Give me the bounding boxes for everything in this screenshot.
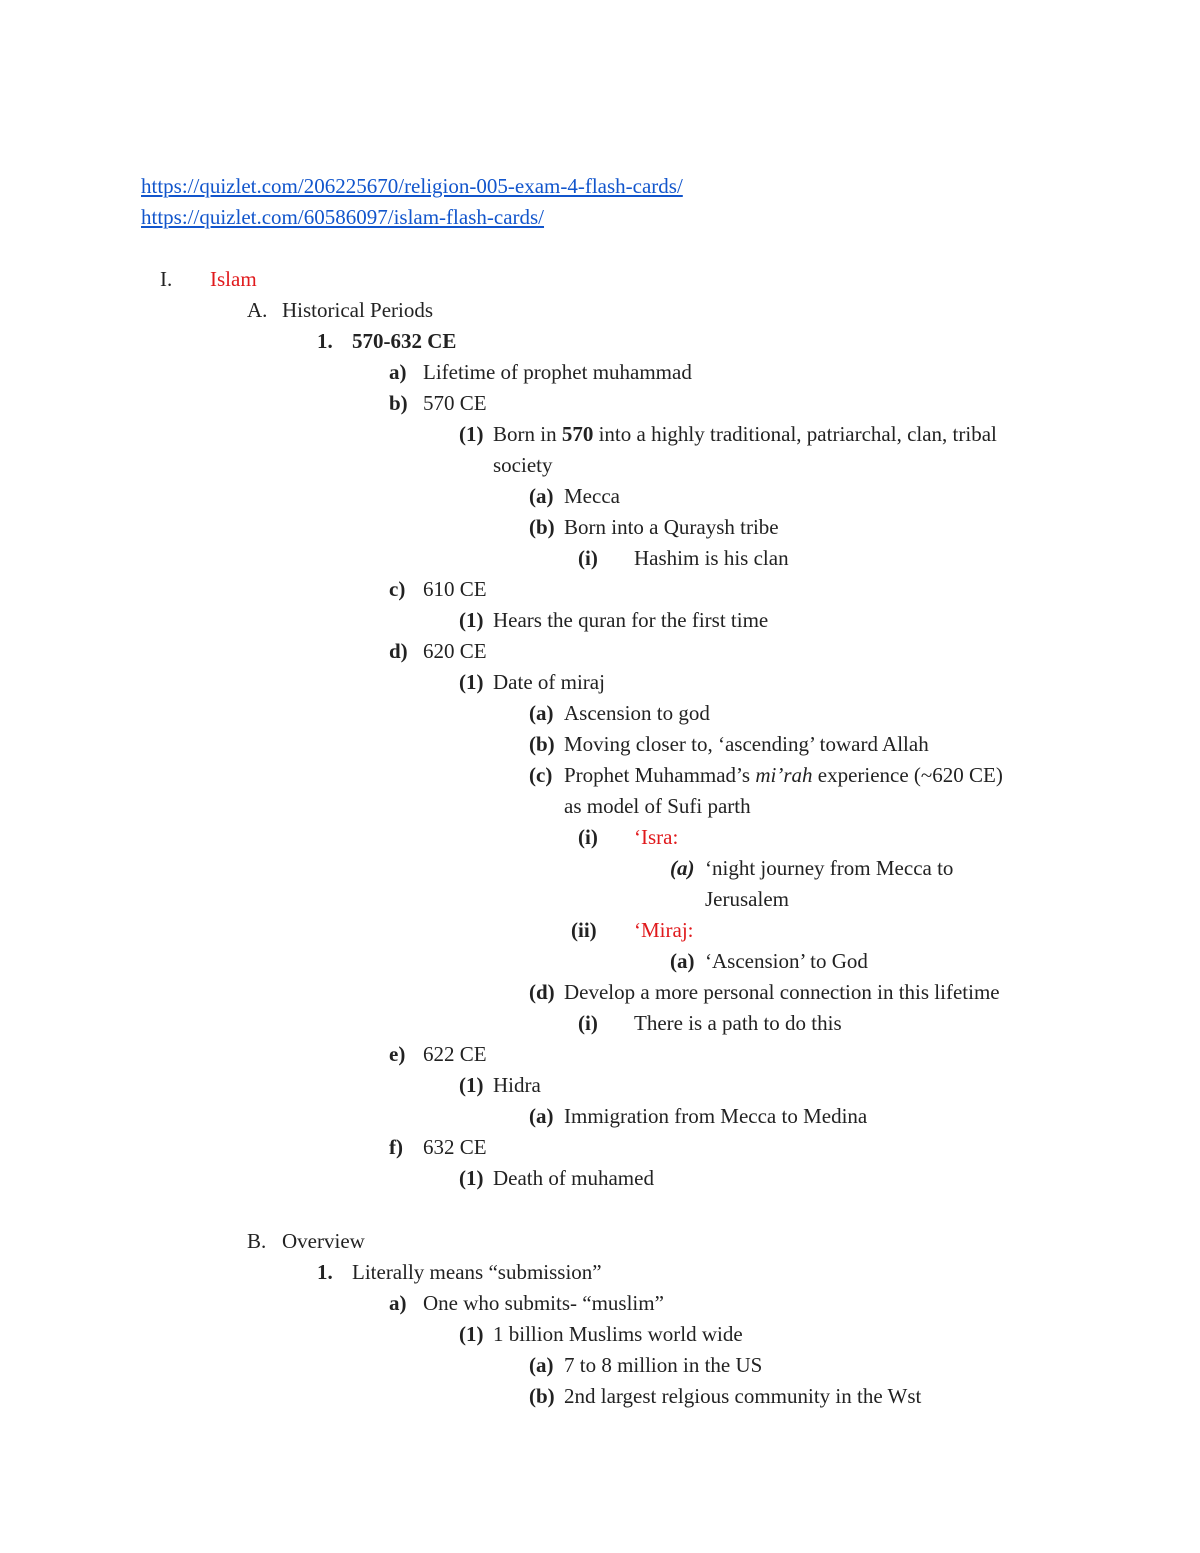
item-miraj: ‘Miraj: bbox=[634, 918, 694, 942]
quizlet-link-islam[interactable]: https://quizlet.com/60586097/islam-flash-cards/ bbox=[141, 205, 545, 229]
outline-label-B1a1b: (b) bbox=[529, 1384, 555, 1408]
outline-label-d1ciia: (a) bbox=[670, 949, 695, 973]
outline-label-c: c) bbox=[389, 577, 406, 601]
item-us-million: 7 to 8 million in the US bbox=[564, 1353, 763, 1377]
item-date-of-miraj: Date of miraj bbox=[493, 670, 605, 694]
outline-label-e: e) bbox=[389, 1042, 406, 1066]
item-personal-connection: Develop a more personal connection in this lifetime bbox=[564, 980, 1000, 1004]
item-ascension-to-god: Ascension to god bbox=[564, 701, 710, 725]
item-path: There is a path to do this bbox=[634, 1011, 842, 1035]
item-moving-closer: Moving closer to, ‘ascending’ toward Allah bbox=[564, 732, 929, 756]
item-quraysh: Born into a Quraysh tribe bbox=[564, 515, 779, 539]
quizlet-link-religion-005[interactable]: https://quizlet.com/206225670/religion-005-exam-4-flash-cards/ bbox=[141, 174, 683, 198]
item-submission: Literally means “submission” bbox=[352, 1260, 602, 1284]
outline-label-a: a) bbox=[389, 360, 407, 384]
heading-overview: Overview bbox=[282, 1229, 365, 1253]
item-prophet-mirah-cont: as model of Sufi parth bbox=[564, 794, 751, 818]
item-hidra: Hidra bbox=[493, 1073, 541, 1097]
outline-label-I: I. bbox=[160, 267, 173, 291]
item-one-who-submits: One who submits- “muslim” bbox=[423, 1291, 664, 1315]
outline-label-d1d: (d) bbox=[529, 980, 555, 1004]
born-text-pre: Born in bbox=[493, 422, 562, 446]
outline-label-d1ci: (i) bbox=[578, 825, 598, 849]
outline-label-f: f) bbox=[389, 1135, 403, 1159]
outline-label-d: d) bbox=[389, 639, 408, 663]
item-billion-muslims: 1 billion Muslims world wide bbox=[493, 1322, 743, 1346]
item-immigration: Immigration from Mecca to Medina bbox=[564, 1104, 868, 1128]
item-night-journey: ‘night journey from Mecca to bbox=[705, 856, 954, 880]
item-prophet-mirah bbox=[564, 761, 1003, 789]
outline-label-b1: (1) bbox=[459, 422, 484, 446]
item-622-ce: 622 CE bbox=[423, 1042, 487, 1066]
heading-570-632: 570-632 CE bbox=[352, 329, 457, 353]
outline-label-b1b: (b) bbox=[529, 515, 555, 539]
heading-historical-periods: Historical Periods bbox=[282, 298, 434, 322]
item-mecca: Mecca bbox=[564, 484, 620, 508]
item-620-ce: 620 CE bbox=[423, 639, 487, 663]
outline-label-B1a1: (1) bbox=[459, 1322, 484, 1346]
item-death: Death of muhamed bbox=[493, 1166, 654, 1190]
item-lifetime: Lifetime of prophet muhammad bbox=[423, 360, 692, 384]
outline-label-b1a: (a) bbox=[529, 484, 554, 508]
item-born-in-570 bbox=[493, 420, 997, 448]
outline-label-1: 1. bbox=[317, 329, 333, 353]
outline-label-d1cii: (ii) bbox=[571, 918, 597, 942]
born-year: 570 bbox=[561, 422, 594, 446]
item-born-in-570-cont: society bbox=[493, 453, 553, 477]
outline-label-B: B. bbox=[247, 1229, 267, 1253]
outline-label-d1a: (a) bbox=[529, 701, 554, 725]
outline-label-f1: (1) bbox=[459, 1166, 484, 1190]
outline-label-d1c: (c) bbox=[529, 763, 553, 787]
outline-label-b: b) bbox=[389, 391, 408, 415]
born-text-post: into a highly traditional, patriarchal, clan, tribal bbox=[593, 422, 997, 446]
item-second-largest: 2nd largest relgious community in the Wst bbox=[564, 1384, 922, 1408]
item-hashim: Hashim is his clan bbox=[634, 546, 789, 570]
mirah-text-pre: Prophet Muhammad’s bbox=[564, 763, 756, 787]
outline-label-d1di: (i) bbox=[578, 1011, 598, 1035]
outline-label-B1a: a) bbox=[389, 1291, 407, 1315]
outline-label-e1a: (a) bbox=[529, 1104, 554, 1128]
outline-label-d1b: (b) bbox=[529, 732, 555, 756]
item-night-journey-cont: Jerusalem bbox=[705, 887, 789, 911]
outline-label-A: A. bbox=[247, 298, 268, 322]
outline-label-e1: (1) bbox=[459, 1073, 484, 1097]
heading-islam: Islam bbox=[210, 267, 257, 291]
item-632-ce: 632 CE bbox=[423, 1135, 487, 1159]
item-610-ce: 610 CE bbox=[423, 577, 487, 601]
item-570-ce: 570 CE bbox=[423, 391, 487, 415]
item-hears-quran: Hears the quran for the first time bbox=[493, 608, 769, 632]
item-ascension-quote: ‘Ascension’ to God bbox=[705, 949, 868, 973]
outline-label-b1bi: (i) bbox=[578, 546, 598, 570]
outline-label-B1: 1. bbox=[317, 1260, 333, 1284]
outline-label-c1: (1) bbox=[459, 608, 484, 632]
mirah-text-post: experience (~620 CE) bbox=[812, 763, 1003, 787]
item-isra: ‘Isra: bbox=[634, 825, 679, 849]
mirah-term: mi’rah bbox=[755, 763, 813, 787]
outline-label-B1a1a: (a) bbox=[529, 1353, 554, 1377]
outline-label-d1cia: (a) bbox=[670, 856, 695, 880]
outline-label-d1: (1) bbox=[459, 670, 484, 694]
